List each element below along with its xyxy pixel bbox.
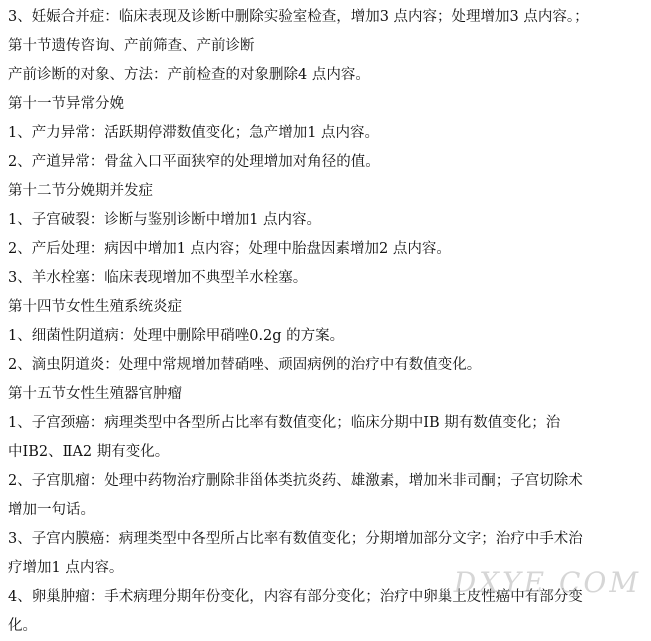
text-line: 增加一句话。 — [8, 502, 95, 518]
section-heading: 第十节遗传咨询、产前筛查、产前诊断 — [8, 38, 255, 54]
section-heading: 第十二节分娩期并发症 — [8, 183, 153, 199]
text-line: 化。 — [8, 618, 37, 634]
text-line: 2、滴虫阴道炎：处理中常规增加替硝唑、顽固病例的治疗中有数值变化。 — [8, 357, 482, 373]
text-line: 4、卵巢肿瘤：手术病理分期年份变化，内容有部分变化；治疗中卵巢上皮性癌中有部分变 — [8, 589, 583, 605]
text-line: 3、妊娠合并症：临床表现及诊断中删除实验室检查，增加3 点内容；处理增加3 点内容。； — [8, 9, 589, 25]
text-line: 2、产道异常：骨盆入口平面狭窄的处理增加对角径的值。 — [8, 154, 380, 170]
text-line: 2、子宫肌瘤：处理中药物治疗删除非甾体类抗炎药、雄激素，增加米非司酮；子宫切除术 — [8, 473, 583, 489]
text-line: 3、羊水栓塞：临床表现增加不典型羊水栓塞。 — [8, 270, 308, 286]
text-line: 疗增加1 点内容。 — [8, 560, 124, 576]
section-heading: 第十四节女性生殖系统炎症 — [8, 299, 182, 315]
text-line: 1、细菌性阴道病：处理中删除甲硝唑0.2g 的方案。 — [8, 328, 345, 344]
text-line: 2、产后处理：病因中增加1 点内容；处理中胎盘因素增加2 点内容。 — [8, 241, 451, 257]
text-line: 中ⅠB2、ⅡA2 期有变化。 — [8, 444, 170, 460]
text-line: 1、子宫破裂：诊断与鉴别诊断中增加1 点内容。 — [8, 212, 322, 228]
text-line: 产前诊断的对象、方法：产前检查的对象删除4 点内容。 — [8, 67, 370, 83]
document-body — [8, 3, 648, 641]
text-line: 1、产力异常：活跃期停滞数值变化；急产增加1 点内容。 — [8, 125, 380, 141]
text-line: 1、子宫颈癌：病理类型中各型所占比率有数值变化；临床分期中ⅠB 期有数值变化；治 — [8, 415, 561, 431]
section-heading: 第十五节女性生殖器官肿瘤 — [8, 386, 182, 402]
section-heading: 第十一节异常分娩 — [8, 96, 124, 112]
watermark: DXYE.COM — [453, 566, 641, 599]
text-line: 3、子宫内膜癌：病理类型中各型所占比率有数值变化；分期增加部分文字；治疗中手术治 — [8, 531, 583, 547]
